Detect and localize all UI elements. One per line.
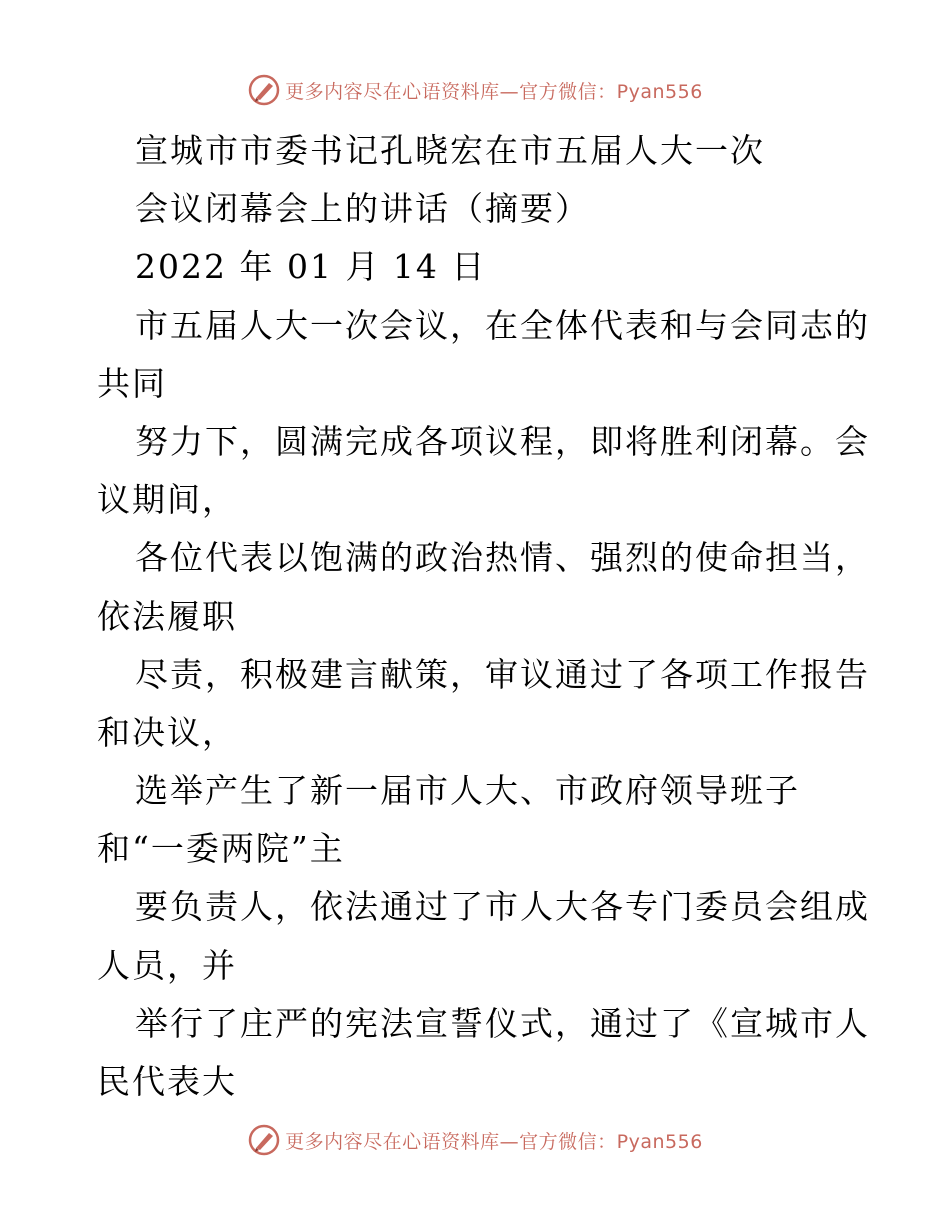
text-line: 议期间， bbox=[97, 480, 237, 520]
text-line: 和决议， bbox=[97, 712, 237, 752]
pen-in-circle-icon bbox=[247, 1123, 281, 1157]
text-line: 举行了庄严的宪法宣誓仪式，通过了《宣城市人 bbox=[135, 1003, 870, 1043]
text-line: 市五届人大一次会议，在全体代表和与会同志的 bbox=[135, 305, 870, 345]
text-line: 共同 bbox=[97, 363, 167, 403]
watermark-text: 更多内容尽在心语资料库—官方微信：Pyan556 bbox=[285, 1130, 703, 1153]
text-line: 各位代表以饱满的政治热情、强烈的使命担当， bbox=[135, 538, 870, 578]
watermark-text: 更多内容尽在心语资料库—官方微信：Pyan556 bbox=[285, 80, 703, 103]
text-line: 尽责，积极建言献策，审议通过了各项工作报告 bbox=[135, 654, 870, 694]
text-line: 民代表大 bbox=[97, 1062, 237, 1101]
text-line: 努力下，圆满完成各项议程，即将胜利闭幕。会 bbox=[135, 421, 870, 461]
text-line: 2022 年 01 月 14 日 bbox=[135, 247, 487, 287]
text-line: 会议闭幕会上的讲话（摘要） bbox=[135, 189, 590, 229]
text-line: 和“一委两院”主 bbox=[97, 829, 345, 869]
text-line: 选举产生了新一届市人大、市政府领导班子 bbox=[135, 771, 800, 811]
watermark-banner-top bbox=[0, 70, 950, 110]
document-body bbox=[97, 122, 870, 1111]
text-line: 宣城市市委书记孔晓宏在市五届人大一次 bbox=[135, 131, 765, 170]
watermark-banner-bottom bbox=[0, 1120, 950, 1160]
text-line: 要负责人，依法通过了市人大各专门委员会组成 bbox=[135, 887, 870, 927]
pen-in-circle-icon bbox=[247, 73, 281, 107]
text-line: 依法履职 bbox=[97, 596, 237, 636]
text-line: 人员，并 bbox=[97, 945, 237, 985]
